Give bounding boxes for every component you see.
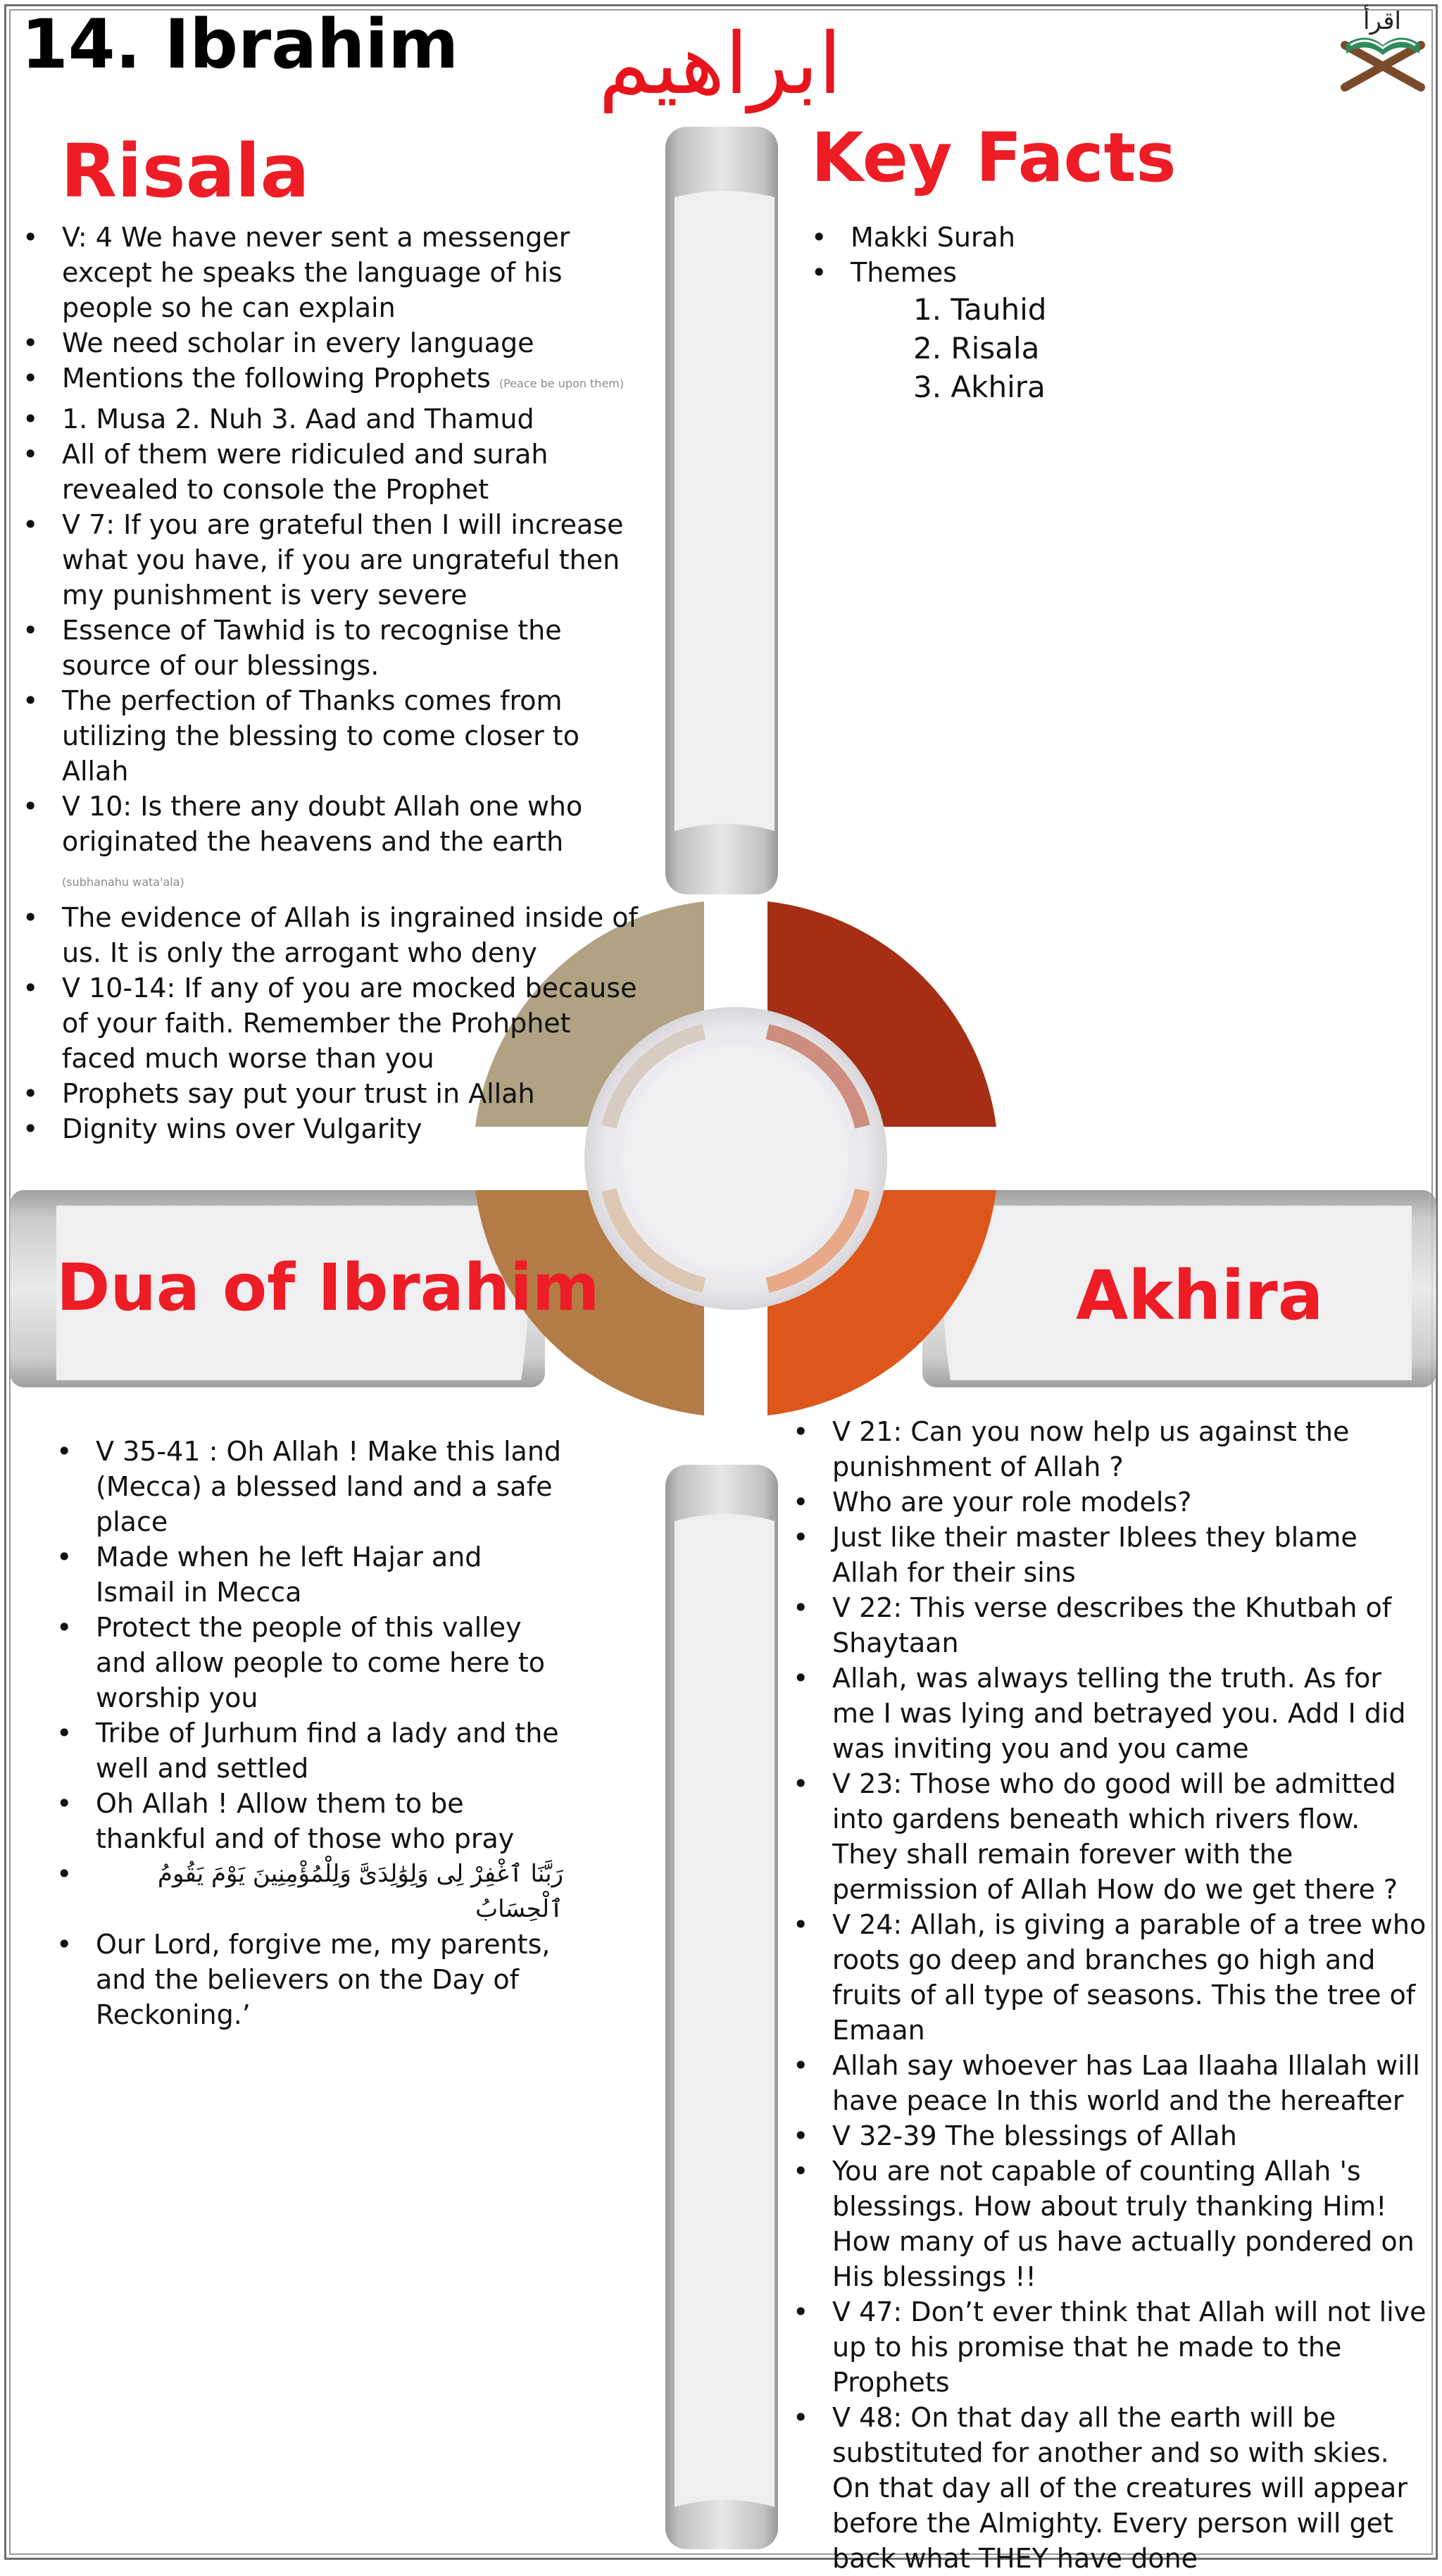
risala-list <box>23 220 642 1146</box>
themes-list <box>811 290 1234 406</box>
list-item: • Protect the people of this valley and allow people to come here to worship you <box>56 1610 563 1715</box>
bottom-vertical-bar <box>665 1465 778 2549</box>
list-item: • V 32-39 The blessings of Allah <box>793 2118 1430 2153</box>
list-item: • V 10-14: If any of you are mocked because of your faith. Remember the Prohphet faced much worse than you <box>23 970 642 1076</box>
arabic-title: ابراهيم <box>598 15 842 113</box>
list-item: 3. Akhira <box>913 370 1046 404</box>
list-item: • V 23: Those who do good will be admitted into gardens beneath which rivers flow. They shall remain forever with the permission of Allah How do we get there ? <box>793 1766 1430 1907</box>
akhira-list <box>793 1414 1430 2576</box>
list-item: • Makki Surah <box>811 220 1234 255</box>
page-title: 14. Ibrahim <box>21 5 459 84</box>
list-item: • The evidence of Allah is ingrained inside of us. It is only the arrogant who deny <box>23 900 642 970</box>
list-item: • V 35-41 : Oh Allah ! Make this land (Mecca) a blessed land and a safe place <box>56 1434 563 1539</box>
list-item: • Our Lord, forgive me, my parents, and the believers on the Day of Reckoning.’ <box>56 1927 563 2032</box>
list-item <box>56 1856 563 1927</box>
list-item: • Dignity wins over Vulgarity <box>23 1111 642 1146</box>
list-item: • Prophets say put your trust in Allah <box>23 1076 642 1111</box>
book-on-stand-icon <box>1338 10 1428 94</box>
list-item: • All of them were ridiculed and surah revealed to console the Prophet <box>23 437 642 507</box>
list-item: • Made when he left Hajar and Ismail in Mecca <box>56 1539 563 1610</box>
honorific-note: (subhanahu wata'ala) <box>62 875 184 889</box>
list-item: • Who are your role models? <box>793 1484 1430 1520</box>
list-item: • Oh Allah ! Allow them to be thankful and of those who pray <box>56 1786 563 1856</box>
list-item: • V 7: If you are grateful then I will increase what you have, if you are ungrateful then my punishment is very severe <box>23 507 642 613</box>
honorific-note: (Peace be upon them) <box>499 377 625 390</box>
key-facts-block <box>811 220 1234 406</box>
logo-text: اقرأ <box>1363 7 1401 35</box>
list-item: 2. Risala <box>913 331 1040 365</box>
list-item: • Essence of Tawhid is to recognise the source of our blessings. <box>23 613 642 683</box>
top-vertical-bar <box>665 127 778 894</box>
list-item: • V 10: Is there any doubt Allah one who originated the heavens and the earth (subhanahu wata'ala) <box>23 789 642 900</box>
risala-heading: Risala <box>61 128 310 214</box>
list-item: • V 48: On that day all the earth will be substituted for another and so with skies. On that day all of the creatures will appear before the Almighty. Every person will get back what THEY have done <box>793 2400 1430 2576</box>
list-item: • We need scholar in every language <box>23 325 642 361</box>
list-item: • Mentions the following Prophets (Peace be upon them) <box>23 361 642 401</box>
list-item: • Tribe of Jurhum find a lady and the well and settled <box>56 1715 563 1786</box>
list-item: • V 47: Don’t ever think that Allah will not live up to his promise that he made to the Prophets <box>793 2294 1430 2400</box>
list-item: • V 21: Can you now help us against the punishment of Allah ? <box>793 1414 1430 1484</box>
list-item: • Allah, was always telling the truth. As for me I was lying and betrayed you. Add I did was inviting you and you came <box>793 1661 1430 1766</box>
dua-heading: Dua of Ibrahim <box>56 1250 600 1325</box>
list-item: • V 22: This verse describes the Khutbah of Shaytaan <box>793 1590 1430 1661</box>
list-item: • Just like their master Iblees they blame Allah for their sins <box>793 1520 1430 1590</box>
arabic-dua-text: • رَبَّنَا ٱغْفِرْ لِى وَلِوَٰلِدَىَّ وَلِلْمُؤْمِنِينَ يَوْمَ يَقُومُ ٱلْحِسَابُ <box>157 1860 563 1923</box>
dua-list <box>56 1434 563 2032</box>
akhira-heading: Akhira <box>1076 1256 1324 1335</box>
list-item: • Allah say whoever has Laa Ilaaha Illalah will have peace In this world and the hereafter <box>793 2048 1430 2118</box>
list-item: • The perfection of Thanks comes from utilizing the blessing to come closer to Allah <box>23 683 642 789</box>
list-item: • V: 4 We have never sent a messenger except he speaks the language of his people so he can explain <box>23 220 642 325</box>
list-item: 1. Tauhid <box>913 292 1047 327</box>
list-item: • 1. Musa 2. Nuh 3. Aad and Thamud <box>23 401 642 437</box>
list-item: • Themes <box>811 255 1234 290</box>
list-item: • You are not capable of counting Allah 's blessings. How about truly thanking Him! How many of us have actually pondered on His blessings !! <box>793 2153 1430 2294</box>
list-item: • V 24: Allah, is giving a parable of a tree who roots go deep and branches go high and fruits of all type of seasons. This the tree of Emaan <box>793 1907 1430 2048</box>
key-facts-heading: Key Facts <box>811 118 1177 197</box>
